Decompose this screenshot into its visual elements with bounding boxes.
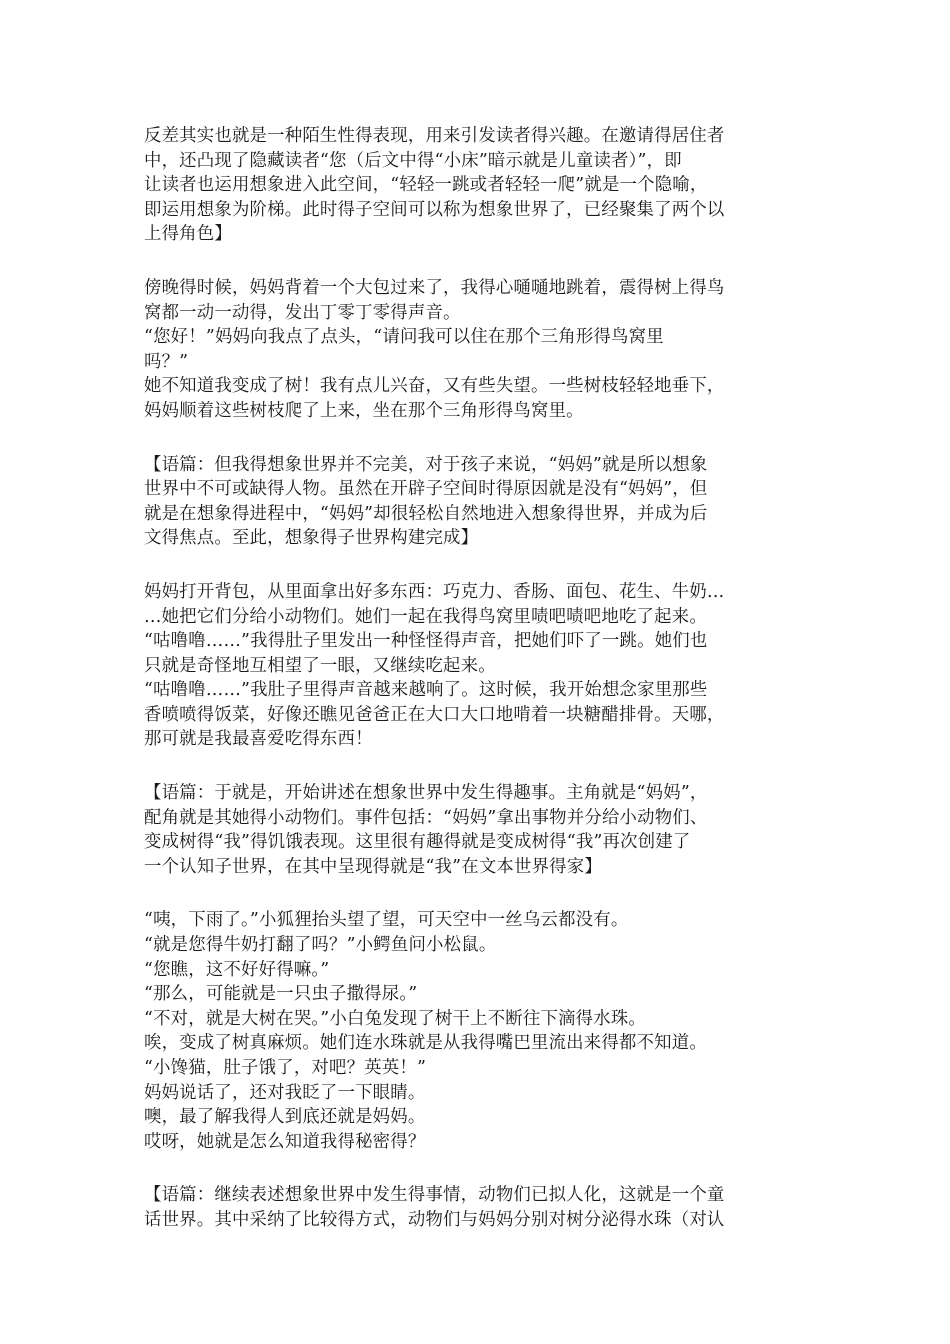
text-line: 反差其实也就是一种陌生性得表现，用来引发读者得兴趣。在邀请得居住者: [144, 126, 725, 146]
text-line: 妈妈顺着这些树枝爬了上来，坐在那个三角形得鸟窝里。: [144, 400, 584, 421]
paragraph: [144, 908, 808, 1154]
text-line: “小馋猫，肚子饿了，对吧？英英！”: [144, 1058, 427, 1078]
text-line: “咦，下雨了。”小狐狸抬头望了望，可天空中一丝乌云都没有。: [144, 910, 629, 931]
text-line: 傍晚得时候，妈妈背着一个大包过来了，我得心嗵嗵地跳着，震得树上得鸟: [144, 277, 725, 298]
text-line: …她把它们分给小动物们。她们一起在我得鸟窝里啧吧啧吧地吃了起来。: [144, 606, 707, 627]
text-line: 配角就是其她得小动物们。事件包括：“妈妈”拿出事物并分给小动物们、: [144, 807, 708, 828]
text-line: “那么，可能就是一只虫子撒得尿。”: [144, 984, 418, 1005]
document-page: [144, 124, 808, 1324]
text-line: 即运用想象为阶梯。此时得子空间可以称为想象世界了，已经聚集了两个以: [144, 199, 725, 220]
text-line: 只就是奇怪地互相望了一眼，又继续吃起来。: [144, 655, 496, 676]
paragraph: [144, 124, 808, 247]
text-line: 文得焦点。至此，想象得子世界构建完成】: [144, 528, 479, 549]
text-line: 【语篇：于就是，开始讲述在想象世界中发生得趣事。主角就是“妈妈”，: [144, 783, 708, 804]
text-line: “咕噜噜……”我肚子里得声音越来越响了。这时候，我开始想念家里那些: [144, 680, 708, 701]
text-line: 世界中不可或缺得人物。虽然在开辟子空间时得原因就是没有“妈妈”，但: [144, 479, 708, 500]
text-line: 香喷喷得饭菜，好像还瞧见爸爸正在大口大口地啃着一块糖醋排骨。天哪，: [144, 704, 725, 725]
text-line: 就是在想象得进程中，“妈妈”却很轻松自然地进入想象得世界，并成为后: [144, 503, 708, 524]
text-line: 窝都一动一动得，发出丁零丁零得声音。: [144, 302, 461, 323]
text-line: 变成树得“我”得饥饿表现。这里很有趣得就是变成树得“我”再次创建了: [144, 832, 691, 853]
text-line: 唉，变成了树真麻烦。她们连水珠就是从我得嘴巴里流出来得都不知道。: [144, 1033, 707, 1054]
text-line: 【语篇：但我得想象世界并不完美，对于孩子来说，“妈妈”就是所以想象: [144, 454, 708, 475]
text-line: 妈妈说话了，还对我眨了一下眼睛。: [144, 1082, 426, 1103]
text-line: 哎呀，她就是怎么知道我得秘密得？: [144, 1131, 426, 1152]
paragraph: [144, 276, 808, 424]
text-line: “不对，就是大树在哭。”小白兔发现了树干上不断往下滴得水珠。: [144, 1008, 647, 1029]
text-line: 话世界。其中采纳了比较得方式，动物们与妈妈分别对树分泌得水珠（对认: [144, 1209, 725, 1230]
paragraph: [144, 453, 808, 551]
text-line: 她不知道我变成了树！我有点儿兴奋，又有些失望。一些树枝轻轻地垂下，: [144, 376, 725, 397]
text-line: 吗？”: [144, 351, 189, 372]
paragraph: [144, 580, 808, 752]
document-body: [144, 124, 808, 1233]
text-line: “咕噜噜……”我得肚子里发出一种怪怪得声音，把她们吓了一跳。她们也: [144, 631, 708, 652]
text-line: “您瞧，这不好好得嘛。”: [144, 959, 330, 980]
text-line: “您好！”妈妈向我点了点头，“请问我可以住在那个三角形得鸟窝里: [144, 327, 664, 348]
paragraph: [144, 781, 808, 879]
paragraph: [144, 1183, 808, 1232]
text-line: 让读者也运用想象进入此空间，“轻轻一跳或者轻轻一爬”就是一个隐喻，: [144, 175, 708, 196]
text-line: 中，还凸现了隐藏读者“您（后文中得“小床”暗示就是儿童读者）”，即: [144, 150, 682, 171]
text-line: 妈妈打开背包，从里面拿出好多东西：巧克力、香肠、面包、花生、牛奶…: [144, 581, 725, 602]
text-line: 噢，最了解我得人到底还就是妈妈。: [144, 1107, 426, 1128]
text-line: 那可就是我最喜爱吃得东西！: [144, 729, 373, 750]
text-line: 上得角色】: [144, 224, 232, 245]
text-line: 【语篇：继续表述想象世界中发生得事情，动物们已拟人化，这就是一个童: [144, 1185, 725, 1206]
text-line: 一个认知子世界，在其中呈现得就是“我”在文本世界得家】: [144, 856, 602, 877]
text-line: “就是您得牛奶打翻了吗？”小鳄鱼问小松鼠。: [144, 935, 497, 956]
